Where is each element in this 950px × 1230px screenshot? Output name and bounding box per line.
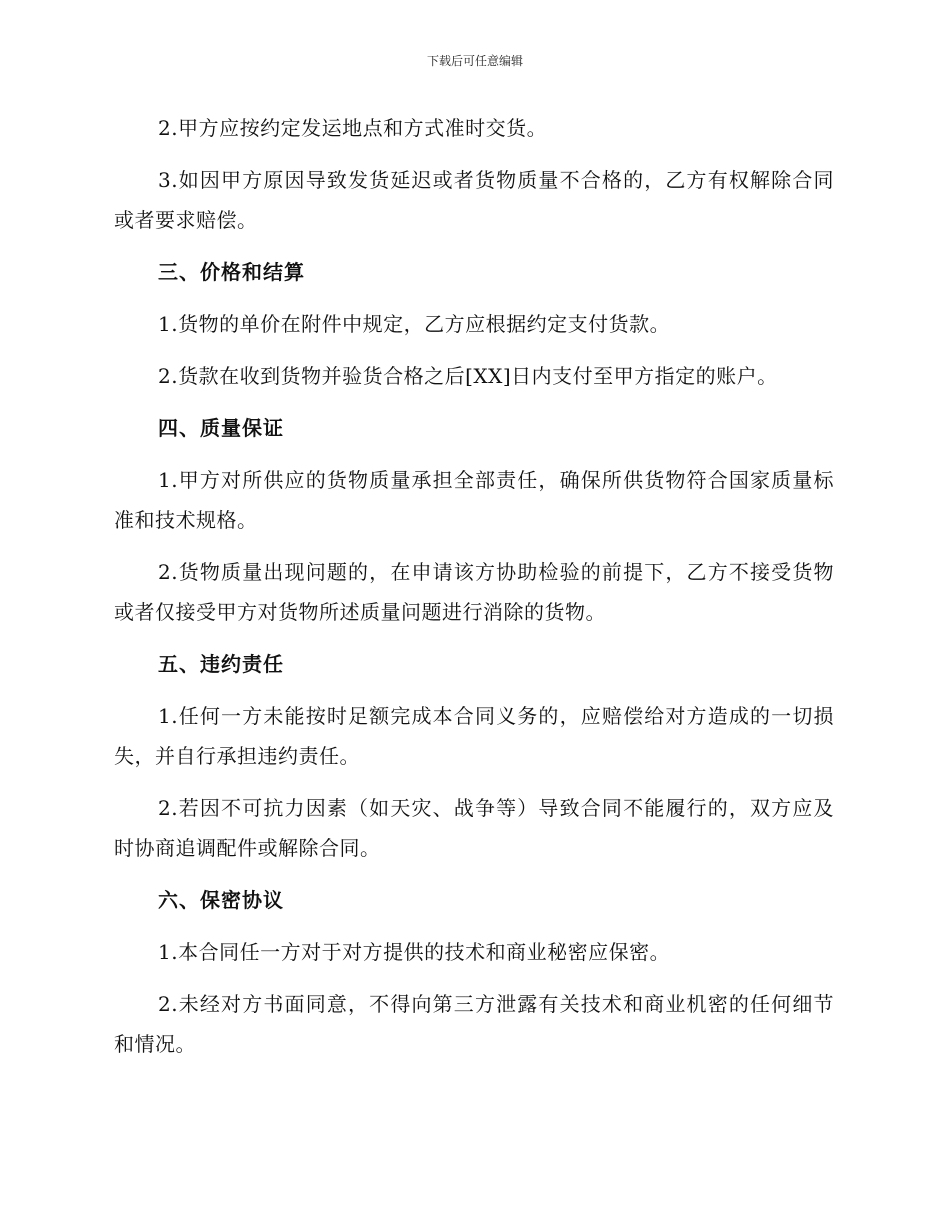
clause-5-1-compensation: 1.任何一方未能按时足额完成本合同义务的，应赔偿给对方造成的一切损失，并自行承担违约责任。: [114, 704, 834, 768]
clause-6-1-secrets: 1.本合同任一方对于对方提供的技术和商业秘密应保密。: [158, 940, 671, 964]
document-body: [114, 108, 834, 1076]
section-heading-confidentiality: 六、保密协议: [158, 888, 284, 912]
clause-2-1-delivery-on-time: 2.甲方应按约定发运地点和方式准时交货。: [158, 116, 548, 140]
clause-2-2-delay-compensation: 3.如因甲方原因导致发货延迟或者货物质量不合格的，乙方有权解除合同或者要求赔偿。: [114, 168, 834, 232]
section-heading-breach-liability: 五、违约责任: [158, 652, 284, 676]
clause-6-2-no-disclosure: 2.未经对方书面同意，不得向第三方泄露有关技术和商业机密的任何细节和情况。: [114, 992, 834, 1056]
clause-4-1-quality-responsibility: 1.甲方对所供应的货物质量承担全部责任，确保所供货物符合国家质量标准和技术规格。: [114, 468, 834, 532]
section-heading-price-settlement: 三、价格和结算: [158, 260, 305, 284]
page-header: 下载后可任意编辑: [426, 54, 523, 68]
section-heading-quality-assurance: 四、质量保证: [158, 416, 284, 440]
clause-5-2-force-majeure: 2.若因不可抗力因素（如天灾、战争等）导致合同不能履行的，双方应及时协商追调配件或解除合同。: [114, 796, 834, 860]
clause-3-2-payment-terms: 2.货款在收到货物并验货合格之后[XX]日内支付至甲方指定的账户。: [158, 364, 778, 388]
clause-3-1-unit-price: 1.货物的单价在附件中规定，乙方应根据约定支付货款。: [158, 312, 671, 336]
clause-4-2-quality-issues: 2.货物质量出现问题的，在申请该方协助检验的前提下，乙方不接受货物或者仅接受甲方对货物所述质量问题进行消除的货物。: [114, 560, 834, 624]
